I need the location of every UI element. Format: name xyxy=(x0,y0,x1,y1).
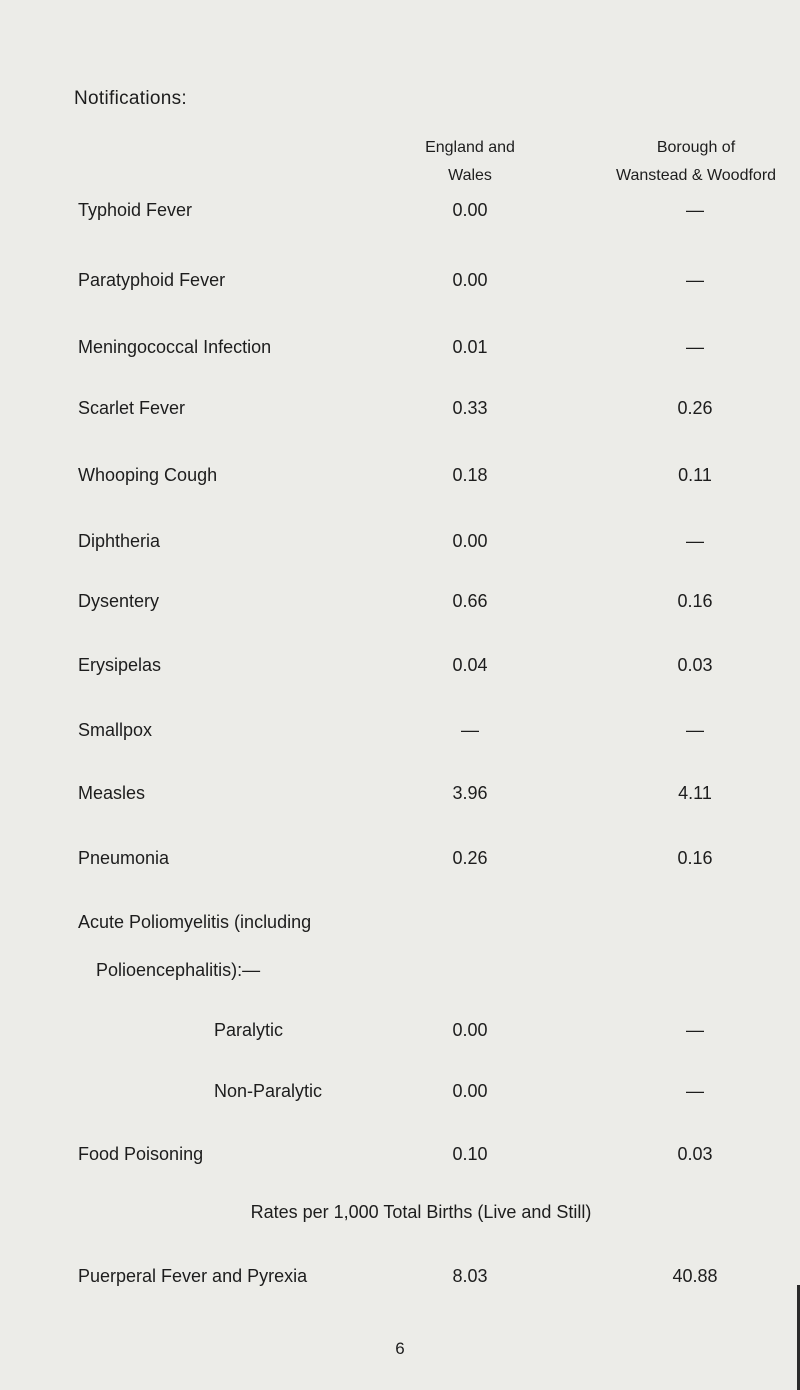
value-england-wales: 0.00 xyxy=(452,270,488,290)
table-row xyxy=(0,465,800,495)
table-row xyxy=(0,1266,800,1296)
value-borough: 0.03 xyxy=(677,655,713,675)
row-label: Acute Poliomyelitis (including xyxy=(78,912,312,932)
row-label: Diphtheria xyxy=(78,531,161,551)
table-row xyxy=(0,1081,800,1111)
row-label: Smallpox xyxy=(78,720,153,740)
row-label: Measles xyxy=(78,783,146,803)
rates-subheading: Rates per 1,000 Total Births (Live and Still) xyxy=(250,1202,592,1222)
column-header-line: Borough of xyxy=(656,139,736,156)
value-england-wales: — xyxy=(461,720,479,740)
row-label: Paralytic xyxy=(214,1020,284,1040)
value-borough: — xyxy=(686,200,704,220)
value-england-wales: 0.10 xyxy=(452,1144,488,1164)
column-header-line: Wanstead & Woodford xyxy=(615,167,777,184)
table-row xyxy=(0,398,800,428)
row-label: Typhoid Fever xyxy=(78,200,193,220)
value-england-wales: 0.26 xyxy=(452,848,488,868)
value-borough: 4.11 xyxy=(678,783,712,803)
table-row xyxy=(0,591,800,621)
value-borough: 0.16 xyxy=(677,848,713,868)
value-england-wales: 0.00 xyxy=(452,531,488,551)
value-borough: 0.11 xyxy=(678,465,712,485)
value-england-wales: 0.00 xyxy=(452,200,488,220)
value-england-wales: 0.00 xyxy=(452,1020,488,1040)
value-borough: — xyxy=(686,720,704,740)
table-row xyxy=(0,270,800,300)
value-borough: — xyxy=(686,1081,704,1101)
page-number: 6 xyxy=(395,1339,405,1358)
table-row xyxy=(0,1144,800,1174)
value-borough: — xyxy=(686,270,704,290)
table-row xyxy=(0,531,800,561)
value-borough: — xyxy=(686,337,704,357)
section-heading: Notifications: xyxy=(74,88,187,109)
row-label: Paratyphoid Fever xyxy=(78,270,226,290)
table-row xyxy=(0,848,800,878)
value-england-wales: 0.33 xyxy=(452,398,488,418)
table-row xyxy=(0,783,800,813)
value-borough: 0.16 xyxy=(677,591,713,611)
row-label: Erysipelas xyxy=(78,655,162,675)
row-label: Meningococcal Infection xyxy=(78,337,272,357)
table-row xyxy=(0,1020,800,1050)
table-row xyxy=(0,337,800,367)
value-england-wales: 0.04 xyxy=(452,655,488,675)
value-borough: 0.03 xyxy=(677,1144,713,1164)
value-england-wales: 8.03 xyxy=(452,1266,488,1286)
table-row xyxy=(0,720,800,750)
table-row xyxy=(0,200,800,230)
column-header-borough xyxy=(592,134,800,190)
row-label: Food Poisoning xyxy=(78,1144,204,1164)
value-england-wales: 0.01 xyxy=(452,337,488,357)
row-label: Non-Paralytic xyxy=(214,1081,323,1101)
polio-heading-row xyxy=(0,960,800,990)
value-borough: 40.88 xyxy=(672,1266,718,1286)
row-label: Scarlet Fever xyxy=(78,398,186,418)
table-row xyxy=(0,655,800,685)
value-england-wales: 0.18 xyxy=(452,465,488,485)
column-header-line: England and xyxy=(425,139,515,156)
value-england-wales: 3.96 xyxy=(452,783,488,803)
value-borough: 0.26 xyxy=(677,398,713,418)
column-header-line: Wales xyxy=(448,167,492,184)
row-label: Whooping Cough xyxy=(78,465,218,485)
row-label: Puerperal Fever and Pyrexia xyxy=(78,1266,308,1286)
row-label: Dysentery xyxy=(78,591,160,611)
column-header-england-wales xyxy=(395,134,545,190)
value-borough: — xyxy=(686,531,704,551)
polio-heading-row xyxy=(0,912,800,942)
value-england-wales: 0.66 xyxy=(452,591,488,611)
row-label: Pneumonia xyxy=(78,848,170,868)
row-label: Polioencephalitis):— xyxy=(96,960,261,980)
value-borough: — xyxy=(686,1020,704,1040)
value-england-wales: 0.00 xyxy=(452,1081,488,1101)
